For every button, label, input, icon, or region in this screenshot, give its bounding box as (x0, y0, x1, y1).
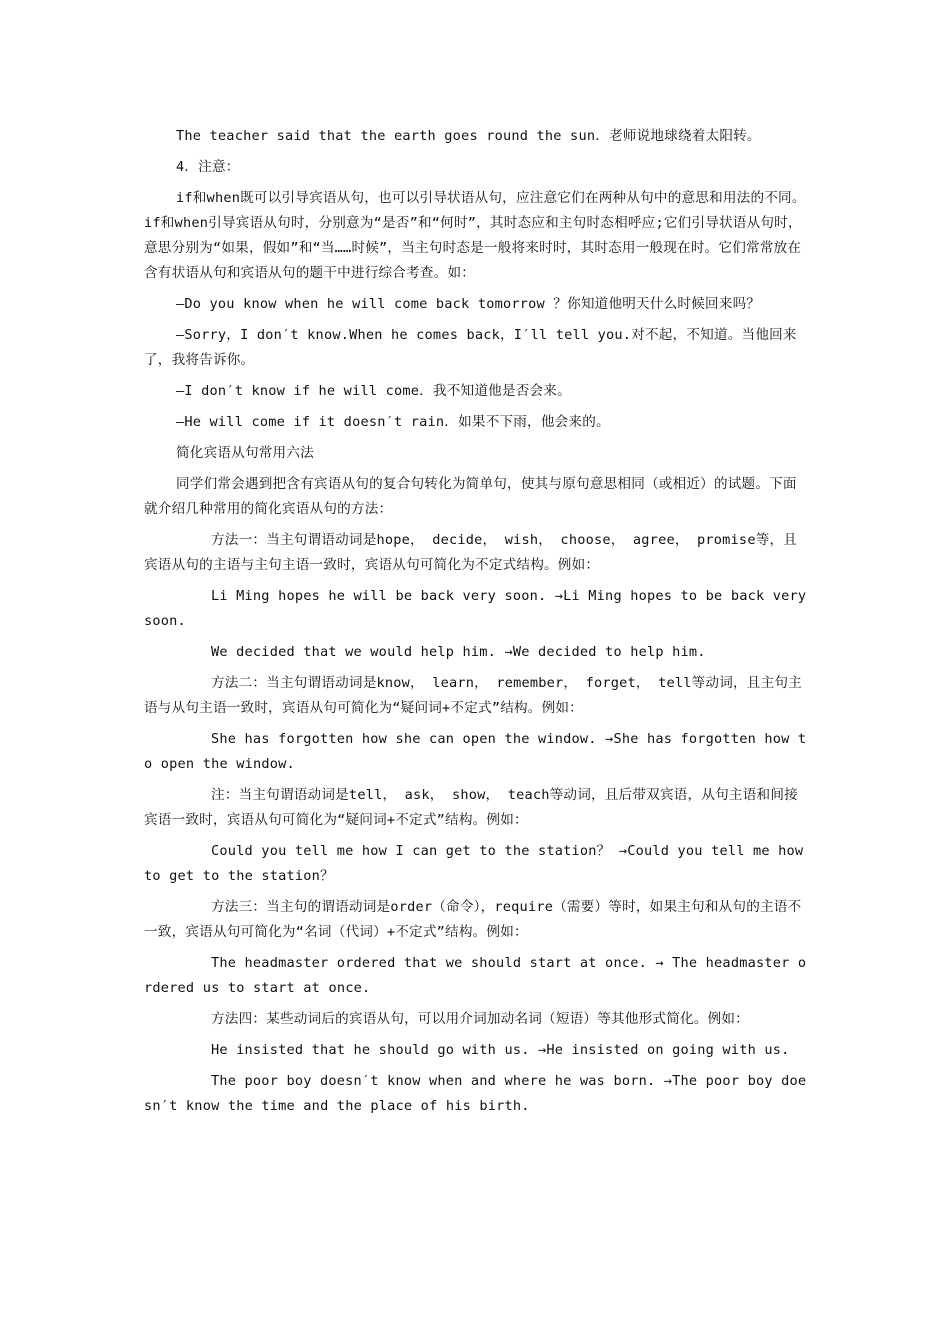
paragraph: Could you tell me how I can get to the station？ →Could you tell me how to get to the station？ (144, 843, 804, 884)
paragraph: 方法四：某些动词后的宾语从句，可以用介词加动名词（短语）等其他形式简化。例如： (211, 1011, 749, 1027)
section-heading: 简化宾语从句常用六法 (176, 445, 314, 461)
paragraph: The teacher said that the earth goes round the sun．老师说地球绕着太阳转。 (176, 128, 761, 144)
paragraph: She has forgotten how she can open the window. →She has forgotten how to open the window. (144, 731, 807, 772)
paragraph: —Do you know when he will come back tomorrow ？你知道他明天什么时候回来吗？ (176, 296, 761, 312)
paragraph: 方法一：当主句谓语动词是hope， decide， wish， choose， agree， promise等，且宾语从句的主语与主句主语一致时，宾语从句可简化为不定式结构。例如： (144, 532, 798, 573)
paragraph: —He will come if it doesn′t rain．如果不下雨，他会来的。 (176, 414, 610, 430)
paragraph: Li Ming hopes he will be back very soon. →Li Ming hopes to be back very soon. (144, 588, 807, 629)
paragraph: He insisted that he should go with us. →He insisted on going with us. (211, 1042, 790, 1058)
paragraph: 注：当主句谓语动词是tell， ask， show， teach等动词，且后带双宾语，从句主语和间接宾语一致时，宾语从句可简化为“疑问词+不定式”结构。例如： (144, 787, 798, 828)
paragraph: 方法二：当主句谓语动词是know， learn， remember， forget， tell等动词，且主句主语与从句主语一致时，宾语从句可简化为“疑问词+不定式”结构。例如： (144, 675, 802, 716)
paragraph: if和when既可以引导宾语从句，也可以引导状语从句，应注意它们在两种从句中的意思和用法的不同。if和when引导宾语从句时，分别意为“是否”和“何时”，其时态应和主句时态相呼应;它们引导状语从句时，意思分别为“如果，假如”和“当……时候”，当主句时态是一般将来时时，其时态用一般现在时。它们常常放在含有状语从句和宾语从句的题干中进行综合考查。如： (144, 190, 806, 281)
paragraph: 同学们常会遇到把含有宾语从句的复合句转化为简单句，使其与原句意思相同（或相近）的试题。下面就介绍几种常用的简化宾语从句的方法： (144, 476, 797, 517)
paragraph: —Sorry，I don′t know.When he comes back，I′ll tell you.对不起，不知道。当他回来了，我将告诉你。 (144, 327, 797, 368)
paragraph: 4．注意： (176, 159, 240, 175)
paragraph: The headmaster ordered that we should start at once. → The headmaster ordered us to start at once. (144, 955, 807, 996)
paragraph: 方法三：当主句的谓语动词是order（命令），require（需要）等时，如果主句和从句的主语不一致，宾语从句可简化为“名词（代词）+不定式”结构。例如： (144, 899, 802, 940)
paragraph: The poor boy doesn′t know when and where he was born. →The poor boy doesn′t know the time and the place of his birth. (144, 1073, 807, 1114)
paragraph: We decided that we would help him. →We decided to help him. (211, 644, 706, 660)
document-body (144, 124, 808, 1125)
paragraph: —I don′t know if he will come．我不知道他是否会来。 (176, 383, 571, 399)
